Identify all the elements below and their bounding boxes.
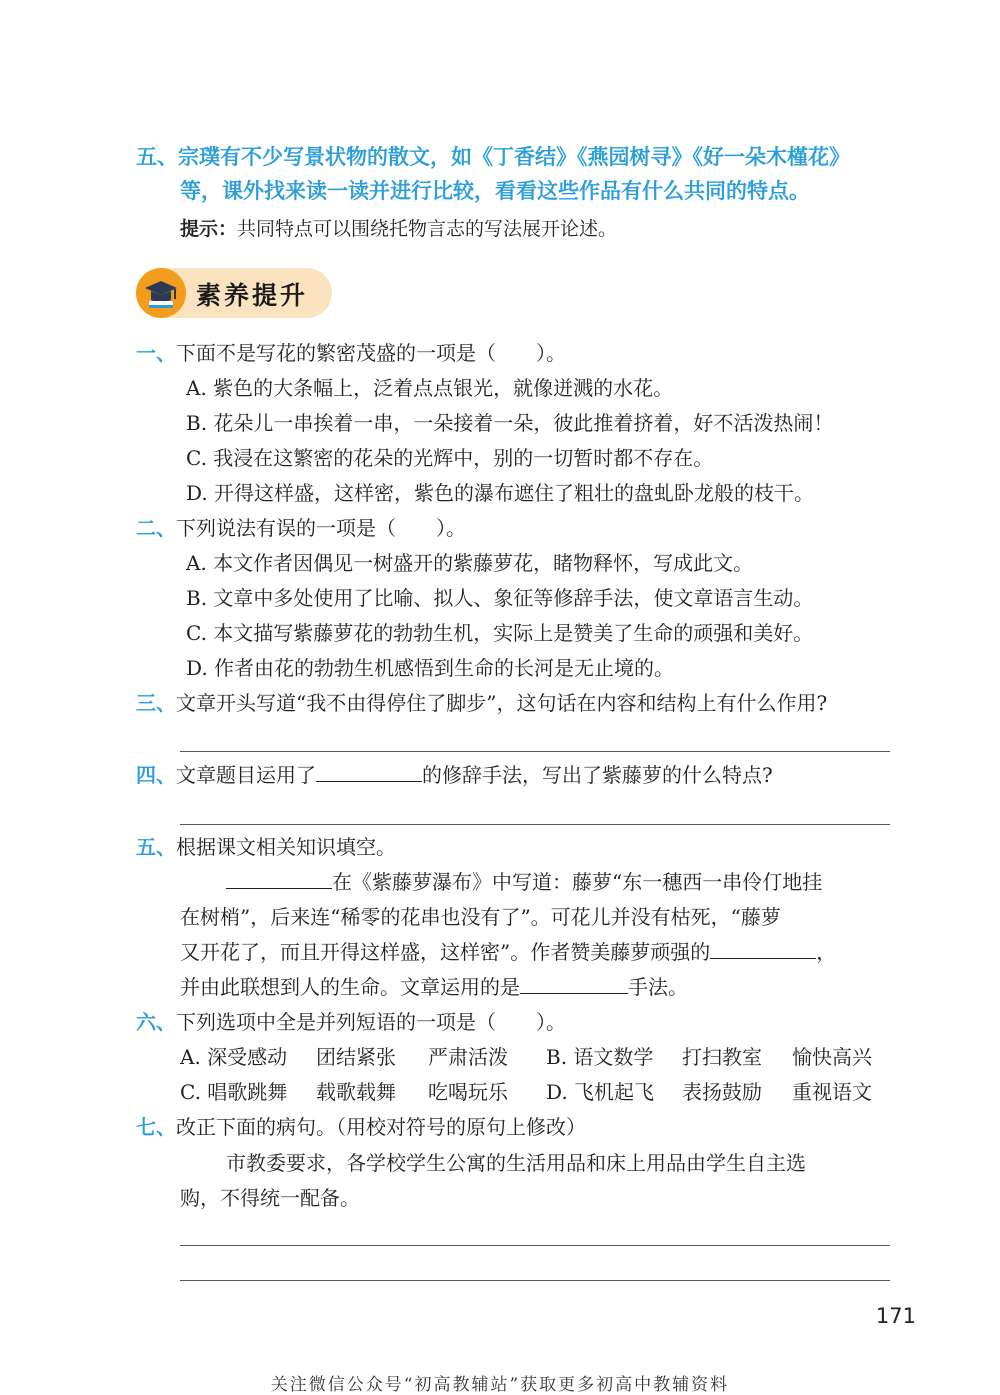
page-number: 171 <box>875 1304 916 1328</box>
question-number: 六、 <box>136 1010 176 1034</box>
hint-text: 共同特点可以围绕托物言志的写法展开论述。 <box>237 218 618 240</box>
q5-para-line-2: 在树梢”，后来连“稀零的花串也没有了”。可花儿并没有枯死，“藤萝 <box>180 905 781 929</box>
q1-option-c: C. 我浸在这繁密的花朵的光辉中，别的一切暂时都不存在。 <box>186 446 714 470</box>
q6-item: B. 语文数学 <box>546 1045 654 1069</box>
q1-option-d: D. 开得这样盛，这样密，紫色的瀑布遮住了粗壮的盘虬卧龙般的枝干。 <box>186 481 815 505</box>
q5-text-4a: 并由此联想到人的生命。文章运用的是 <box>180 975 520 999</box>
question-number: 四、 <box>136 763 176 787</box>
question-text: 改正下面的病句。（用校对符号的原句上修改） <box>176 1115 586 1139</box>
question-text: 下面不是写花的繁密茂盛的一项是（ ）。 <box>176 341 566 365</box>
q2-option-a: A. 本文作者因偶见一树盛开的紫藤萝花，睹物释怀，写成此文。 <box>186 551 754 575</box>
question-number: 五、 <box>136 835 176 859</box>
intro-line-2: 等，课外找来读一读并进行比较，看看这些作品有什么共同的特点。 <box>180 179 810 203</box>
q6-item: C. 唱歌跳舞 <box>180 1080 288 1104</box>
q2-option-c: C. 本文描写紫藤萝花的勃勃生机，实际上是赞美了生命的顽强和美好。 <box>186 621 814 645</box>
question-2 <box>136 511 466 546</box>
q6-item: 载歌载舞 <box>316 1080 396 1104</box>
q6-item: A. 深受感动 <box>180 1045 288 1069</box>
question-text-after: 的修辞手法，写出了紫藤萝的什么特点? <box>422 763 773 787</box>
footer-note: 关注微信公众号“初高教辅站”获取更多初高中教辅资料 <box>270 1375 730 1395</box>
q5-para-line-3 <box>180 935 836 970</box>
q1-option-b: B. 花朵儿一串挨着一串，一朵接着一朵，彼此推着挤着，好不活泼热闹！ <box>186 411 834 435</box>
question-text-before: 文章题目运用了 <box>176 763 316 787</box>
q6-item: 重视语文 <box>792 1080 872 1104</box>
q6-row-2 <box>180 1075 888 1110</box>
fill-blank-q4[interactable] <box>316 761 422 782</box>
question-5 <box>136 830 396 865</box>
q7-sentence-line-1: 市教委要求，各学校学生公寓的生活用品和床上用品由学生自主选 <box>226 1151 806 1175</box>
q6-item: 严肃活泼 <box>428 1045 508 1069</box>
question-number: 一、 <box>136 341 176 365</box>
q2-option-d: D. 作者由花的勃勃生机感悟到生命的长河是无止境的。 <box>186 656 675 680</box>
hint <box>180 214 617 244</box>
q6-item: D. 飞机起飞 <box>546 1080 655 1104</box>
q5-para-line-4 <box>180 970 688 1005</box>
graduation-cap-icon <box>136 268 186 318</box>
fill-blank-technique[interactable] <box>520 973 628 994</box>
hint-label: 提示： <box>180 218 238 240</box>
q5-text-4b: 手法。 <box>628 975 688 999</box>
answer-line-q3[interactable] <box>180 751 890 752</box>
fill-blank-author[interactable] <box>226 868 332 889</box>
question-7 <box>136 1110 586 1145</box>
question-text: 下列选项中全是并列短语的一项是（ ）。 <box>176 1010 566 1034</box>
q6-row-1 <box>180 1040 888 1075</box>
q7-sentence-line-2: 购，不得统一配备。 <box>180 1186 360 1210</box>
q1-option-a: A. 紫色的大条幅上，泛着点点银光，就像迸溅的水花。 <box>186 376 674 400</box>
question-number: 二、 <box>136 516 176 540</box>
q5-para-line-1 <box>226 865 822 900</box>
answer-line-q7-1[interactable] <box>180 1245 890 1246</box>
answer-line-q7-2[interactable] <box>180 1280 890 1281</box>
question-text: 下列说法有误的一项是（ ）。 <box>176 516 466 540</box>
question-number: 三、 <box>136 691 176 715</box>
q5-text-1: 在《紫藤萝瀑布》中写道：藤萝“东一穗西一串伶仃地挂 <box>332 870 823 894</box>
q5-text-3: 又开花了，而且开得这样盛，这样密”。作者赞美藤萝顽强的 <box>180 940 711 964</box>
question-4 <box>136 758 773 793</box>
q6-item: 团结紧张 <box>316 1045 396 1069</box>
fill-blank-spirit[interactable] <box>710 938 816 959</box>
question-number: 七、 <box>136 1115 176 1139</box>
q6-item: 愉快高兴 <box>792 1045 872 1069</box>
q6-item: 打扫教室 <box>682 1045 762 1069</box>
answer-line-q4[interactable] <box>180 824 890 825</box>
question-6 <box>136 1005 566 1040</box>
question-text: 根据课文相关知识填空。 <box>176 835 396 859</box>
intro-line-1: 五、宗璞有不少写景状物的散文，如《丁香结》《燕园树寻》《好一朵木槿花》 <box>136 145 850 169</box>
section-title: 素养提升 <box>196 281 309 310</box>
q2-option-b: B. 文章中多处使用了比喻、拟人、象征等修辞手法，使文章语言生动。 <box>186 586 814 610</box>
question-text: 文章开头写道“我不由得停住了脚步”，这句话在内容和结构上有什么作用? <box>176 691 828 715</box>
q6-item: 表扬鼓励 <box>682 1080 762 1104</box>
question-1 <box>136 336 566 371</box>
question-3 <box>136 686 827 721</box>
q5-text-3-end: ， <box>816 940 837 964</box>
q6-item: 吃喝玩乐 <box>428 1080 508 1104</box>
